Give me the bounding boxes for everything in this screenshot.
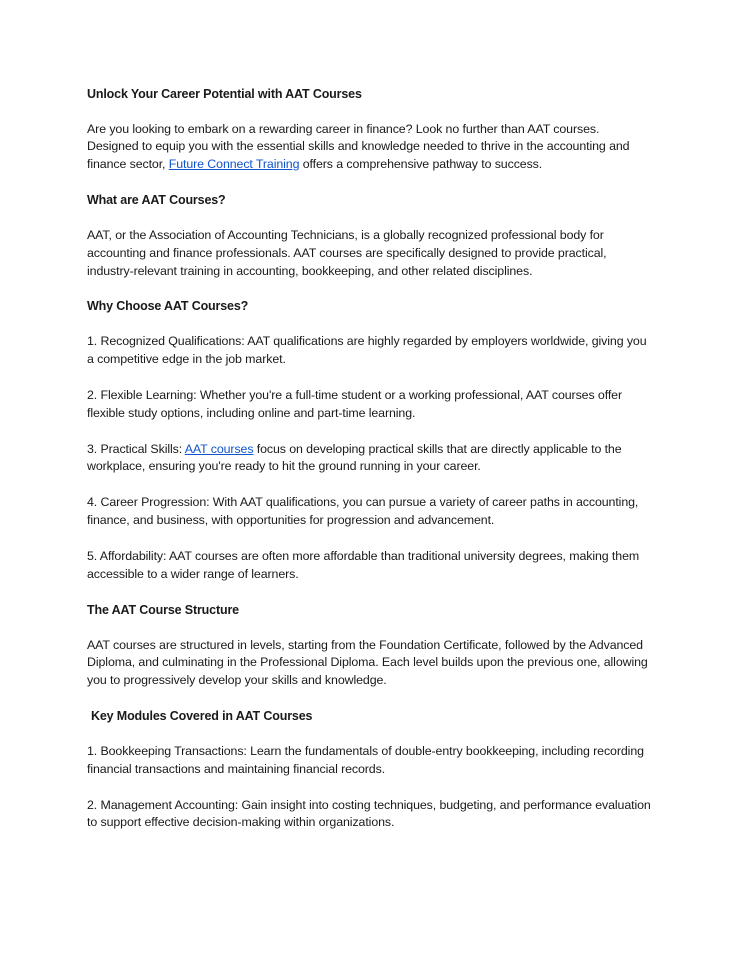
course-structure-heading: The AAT Course Structure <box>87 603 239 617</box>
intro-paragraph <box>87 121 652 175</box>
key-modules-heading: Key Modules Covered in AAT Courses <box>91 709 313 724</box>
intro-text-before-link: Are you looking to embark on a rewarding career in finance? Look no further than AAT courses. Designed to equip you with the essential skills and knowledge needed to thrive in the accounting and finance sector, <box>87 121 630 172</box>
what-are-aat-heading: What are AAT Courses? <box>87 193 226 208</box>
what-are-aat-paragraph: AAT, or the Association of Accounting Technicians, is a globally recognized professional body for accounting and finance professionals. AAT courses are specifically designed to provide practical, industry-relevant training in accounting, bookkeeping, and other related disciplines. <box>87 227 607 278</box>
why-point-2: 2. Flexible Learning: Whether you're a full-time student or a working professional, AAT courses offer flexible study options, including online and part-time learning. <box>87 387 622 420</box>
why-point-3 <box>87 441 652 477</box>
future-connect-training-link[interactable]: Future Connect Training <box>168 157 300 172</box>
module-item-2: 2. Management Accounting: Gain insight into costing techniques, budgeting, and performance evaluation to support effective decision-making within organizations. <box>87 797 651 830</box>
why-choose-heading: Why Choose AAT Courses? <box>87 299 249 314</box>
intro-text-after-link: offers a comprehensive pathway to success. <box>299 157 543 172</box>
document-title: Unlock Your Career Potential with AAT Courses <box>87 87 362 101</box>
point3-text-after-link: focus on developing practical skills that are directly applicable to the workplace, ensuring you're ready to hit the ground running in your career. <box>87 441 622 474</box>
why-point-4: 4. Career Progression: With AAT qualifications, you can pursue a variety of career paths in accounting, finance, and business, with opportunities for progression and advancement. <box>87 495 639 528</box>
document-page <box>87 86 652 832</box>
aat-courses-link[interactable]: AAT courses <box>184 441 254 456</box>
why-point-1: 1. Recognized Qualifications: AAT qualifications are highly regarded by employers worldwide, giving you a competitive edge in the job market. <box>87 333 647 366</box>
module-item-1: 1. Bookkeeping Transactions: Learn the fundamentals of double-entry bookkeeping, including recording financial transactions and maintaining financial records. <box>87 743 644 776</box>
course-structure-paragraph: AAT courses are structured in levels, starting from the Foundation Certificate, followed by the Advanced Diploma, and culminating in the Professional Diploma. Each level builds upon the previous one, allowing you to progressively develop your skills and knowledge. <box>87 637 648 688</box>
point3-text-before-link: 3. Practical Skills: <box>87 441 185 456</box>
why-point-5: 5. Affordability: AAT courses are often more affordable than traditional university degrees, making them accessible to a wider range of learners. <box>87 549 640 582</box>
